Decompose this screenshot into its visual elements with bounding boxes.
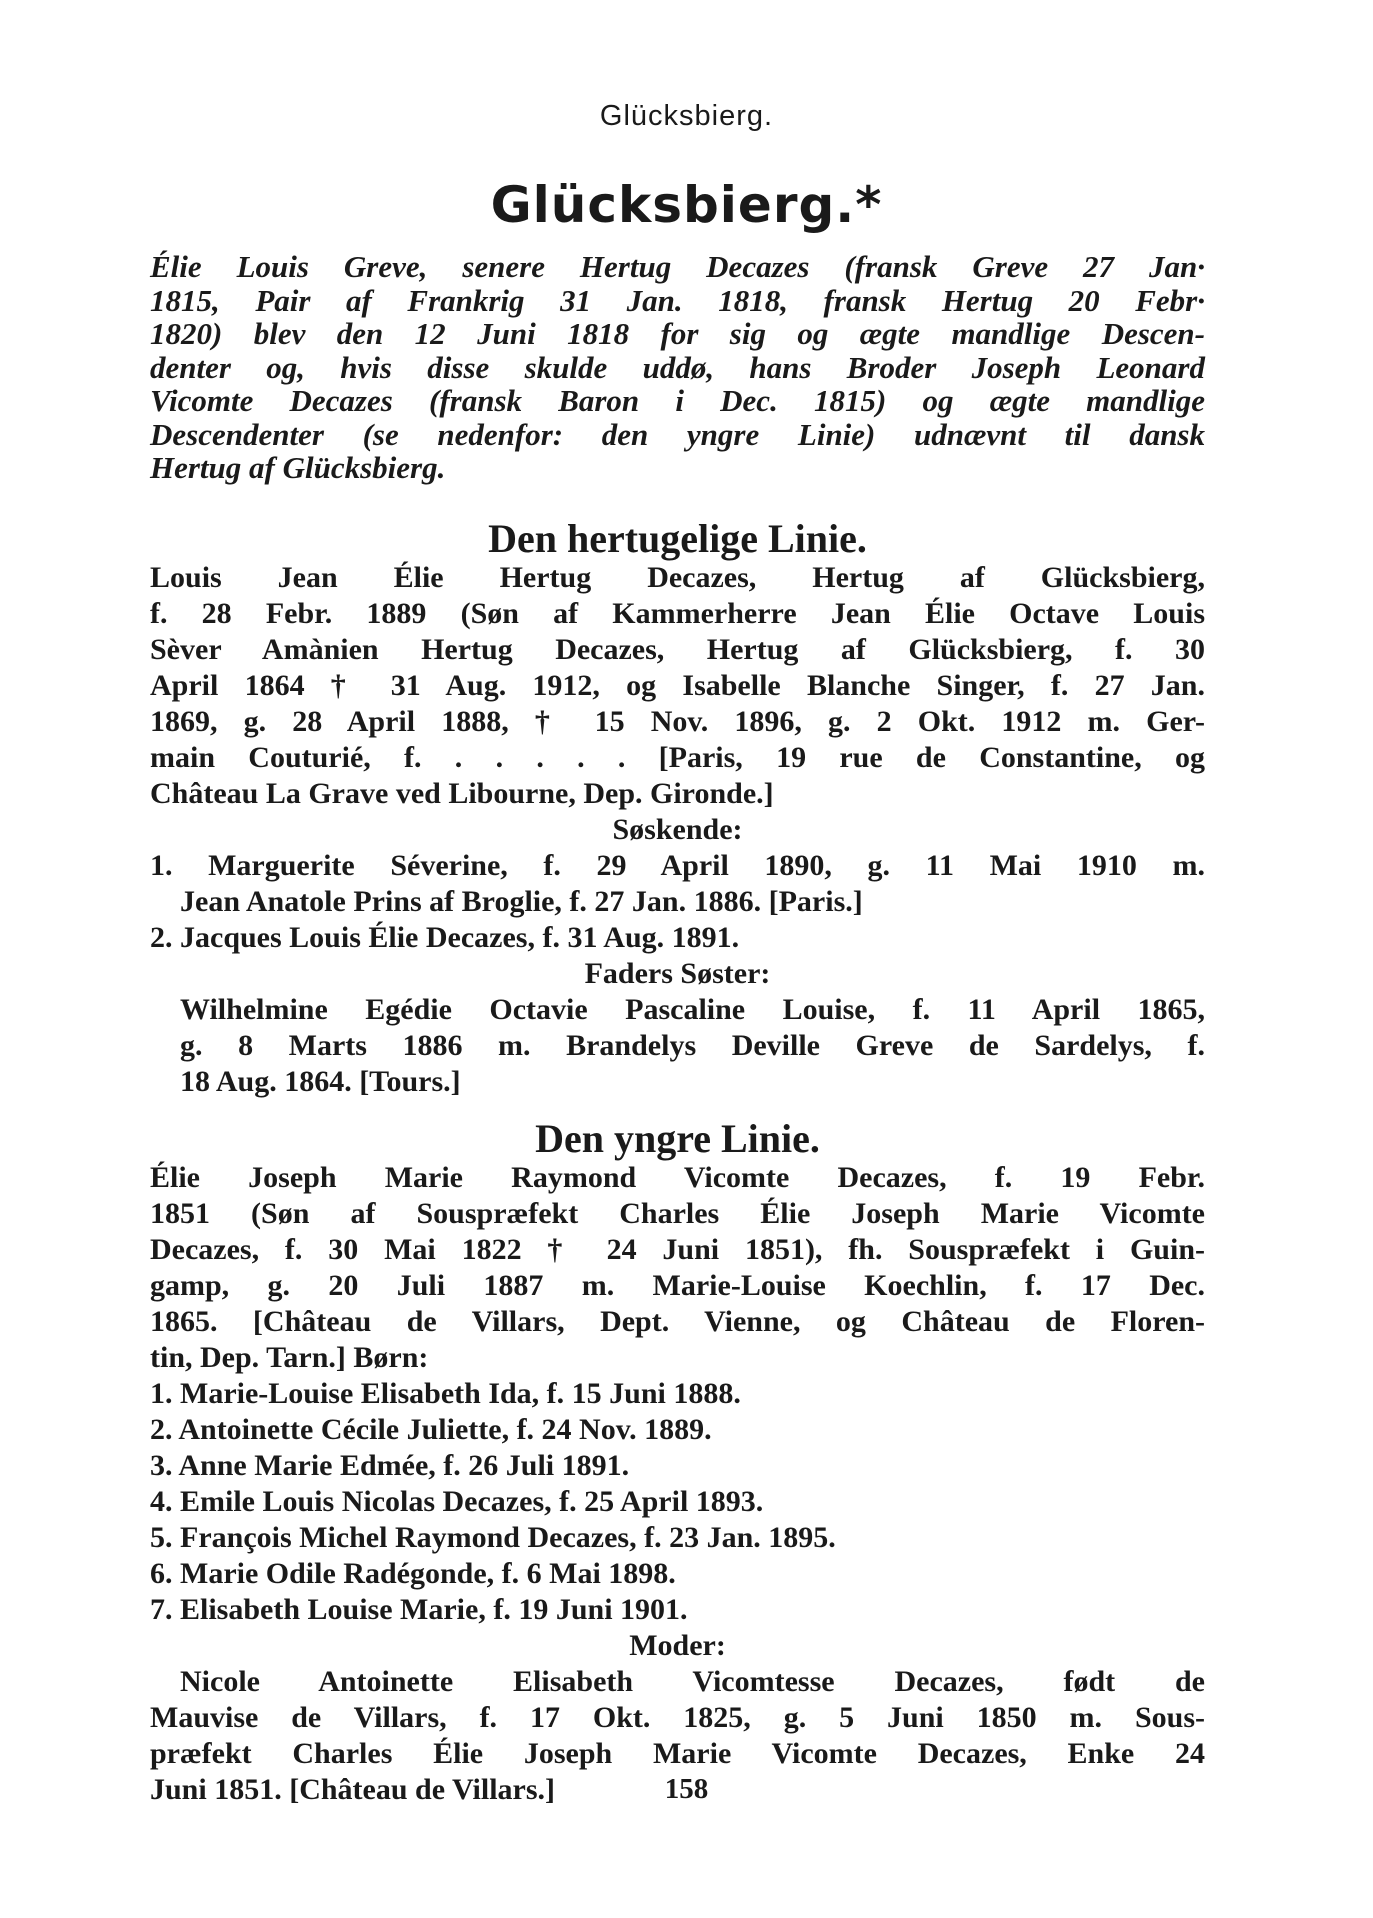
text-line: Mauvise de Villars, f. 17 Okt. 1825, g. 5 Juni 1850 m. Sous-: [150, 1701, 1205, 1734]
list-item: 1. Marguerite Séverine, f. 29 April 1890, g. 11 Mai 1910 m.: [150, 849, 1205, 882]
intro-paragraph: [150, 250, 1205, 485]
list-item: 4. Emile Louis Nicolas Decazes, f. 25 April 1893.: [150, 1485, 764, 1518]
intro-line: Hertug af Glücksbierg.: [150, 450, 446, 485]
text-line: Decazes, f. 30 Mai 1822 † 24 Juni 1851), fh. Souspræfekt i Guin-: [150, 1233, 1205, 1266]
list-item: 2. Antoinette Cécile Juliette, f. 24 Nov. 1889.: [150, 1413, 712, 1446]
list-item: 2. Jacques Louis Élie Decazes, f. 31 Aug. 1891.: [150, 921, 740, 954]
list-item-continuation: Jean Anatole Prins af Broglie, f. 27 Jan. 1886. [Paris.]: [180, 885, 863, 918]
text-line: Louis Jean Élie Hertug Decazes, Hertug af Glücksbierg,: [150, 561, 1205, 594]
text-line: main Couturié, f. . . . . . [Paris, 19 rue de Constantine, og: [150, 741, 1205, 774]
younger-line-paragraph: [150, 1160, 1205, 1808]
siblings-heading: Søskende:: [612, 813, 743, 846]
intro-line: 1820) blev den 12 Juni 1818 for sig og ægte mandlige Descen-: [150, 316, 1205, 351]
intro-line: Élie Louis Greve, senere Hertug Decazes (fransk Greve 27 Jan·: [150, 249, 1205, 284]
intro-line: denter og, hvis disse skulde uddø, hans Broder Joseph Leonard: [150, 349, 1205, 385]
page-title: Glücksbierg.*: [490, 176, 883, 234]
intro-line: Descendenter (se nedenfor: den yngre Linie) udnævnt til dansk: [150, 416, 1205, 452]
text-line: Élie Joseph Marie Raymond Vicomte Decazes, f. 19 Febr.: [150, 1161, 1205, 1194]
text-line: 18 Aug. 1864. [Tours.]: [180, 1065, 461, 1098]
page-number: 158: [664, 1773, 709, 1805]
section-heading-younger-line: Den yngre Linie.: [535, 1116, 820, 1161]
list-item: 6. Marie Odile Radégonde, f. 6 Mai 1898.: [150, 1557, 676, 1590]
siblings-block: [150, 812, 1205, 1100]
section-heading-ducal-line: Den hertugelige Linie.: [488, 516, 867, 561]
text-line: tin, Dep. Tarn.] Børn:: [150, 1341, 429, 1374]
list-item: 3. Anne Marie Edmée, f. 26 Juli 1891.: [150, 1449, 630, 1482]
text-line: April 1864 † 31 Aug. 1912, og Isabelle Blanche Singer, f. 27 Jan.: [150, 669, 1205, 702]
text-line: Sèver Amànien Hertug Decazes, Hertug af Glücksbierg, f. 30: [150, 633, 1205, 666]
ducal-line-paragraph: [150, 560, 1205, 812]
text-line: præfekt Charles Élie Joseph Marie Vicomte Decazes, Enke 24: [150, 1737, 1205, 1770]
text-line: Wilhelmine Egédie Octavie Pascaline Louise, f. 11 April 1865,: [180, 993, 1205, 1026]
running-head: Glücksbierg.: [599, 100, 774, 132]
text-line: Nicole Antoinette Elisabeth Vicomtesse Decazes, født de: [180, 1665, 1205, 1698]
text-line: g. 8 Marts 1886 m. Brandelys Deville Greve de Sardelys, f.: [180, 1029, 1205, 1062]
text-line: f. 28 Febr. 1889 (Søn af Kammerherre Jean Élie Octave Louis: [150, 597, 1205, 630]
intro-line: Vicomte Decazes (fransk Baron i Dec. 1815) og ægte mandlige: [150, 383, 1205, 418]
text-line: 1865. [Château de Villars, Dept. Vienne, og Château de Floren-: [150, 1305, 1205, 1338]
text-line: 1851 (Søn af Souspræfekt Charles Élie Joseph Marie Vicomte: [150, 1197, 1205, 1230]
text-line: 1869, g. 28 April 1888, † 15 Nov. 1896, g. 2 Okt. 1912 m. Ger-: [150, 705, 1205, 738]
intro-line: 1815, Pair af Frankrig 31 Jan. 1818, fransk Hertug 20 Febr·: [150, 282, 1205, 318]
text-line: Château La Grave ved Libourne, Dep. Gironde.]: [150, 777, 774, 810]
list-item: 1. Marie-Louise Elisabeth Ida, f. 15 Juni 1888.: [150, 1377, 741, 1410]
list-item: 5. François Michel Raymond Decazes, f. 23 Jan. 1895.: [150, 1521, 836, 1554]
mother-heading: Moder:: [629, 1629, 726, 1662]
text-line: Juni 1851. [Château de Villars.]: [150, 1773, 556, 1806]
text-line: gamp, g. 20 Juli 1887 m. Marie-Louise Koechlin, f. 17 Dec.: [150, 1269, 1205, 1302]
aunt-heading: Faders Søster:: [584, 957, 771, 990]
list-item: 7. Elisabeth Louise Marie, f. 19 Juni 1901.: [150, 1593, 688, 1626]
